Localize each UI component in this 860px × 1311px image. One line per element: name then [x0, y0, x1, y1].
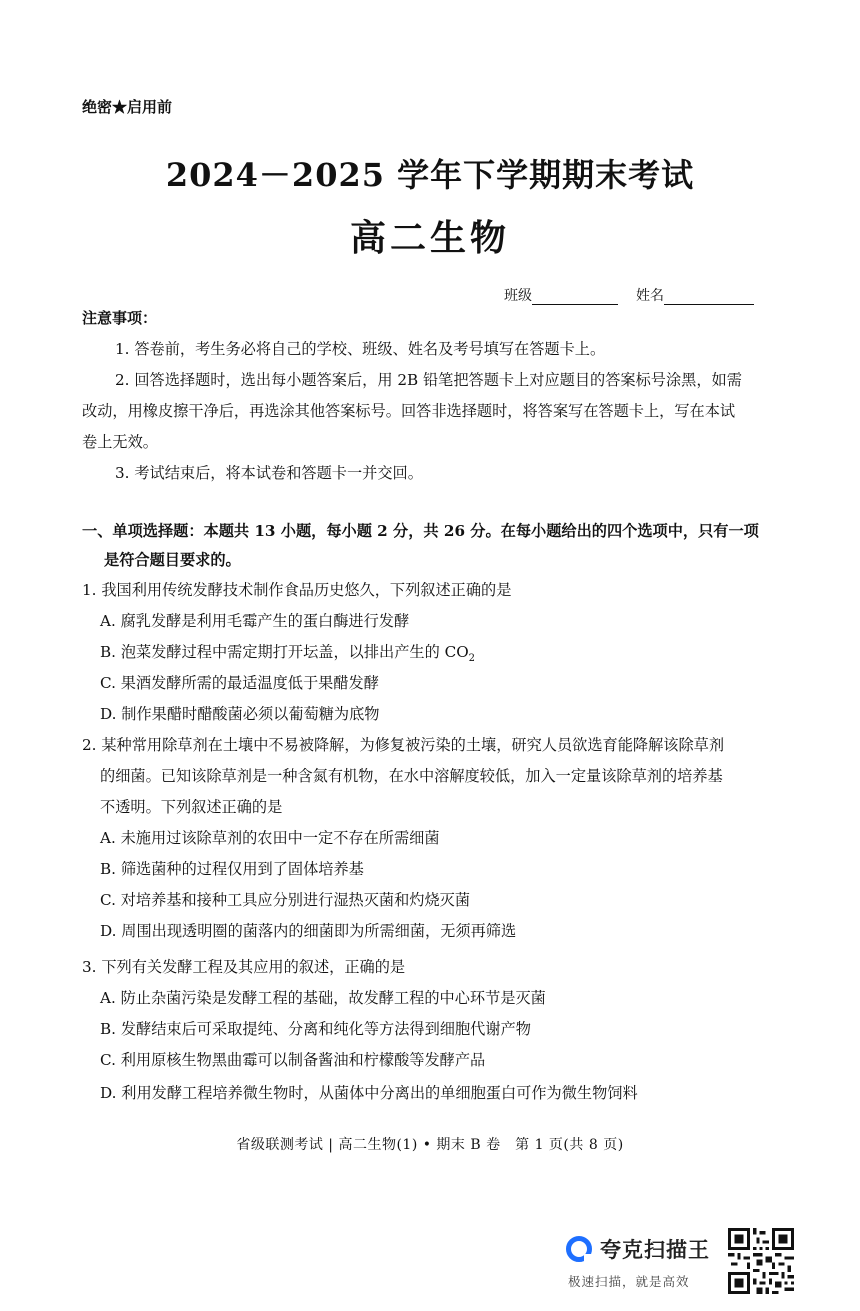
notice-heading: 注意事项：	[82, 309, 158, 327]
scanner-slogan: 极速扫描，就是高效	[568, 1274, 690, 1289]
exam-title: 2024－2025 学年下学期期末考试	[165, 156, 695, 194]
confidential-mark: 绝密★启用前	[82, 98, 173, 116]
scanner-brand-name: 夸克扫描王	[600, 1238, 710, 1262]
q2-option-c: C. 对培养基和接种工具应分别进行湿热灭菌和灼烧灭菌	[100, 891, 471, 909]
section-heading-line-1: 一、单项选择题：本题共 13 小题，每小题 2 分，共 26 分。在每小题给出的四个选项中，只有一项	[82, 522, 759, 540]
q1-option-b-subscript: 2	[468, 653, 476, 665]
class-label: 班级	[504, 288, 532, 304]
q3-option-d: D. 利用发酵工程培养微生物时，从菌体中分离出的单细胞蛋白可作为微生物饲料	[100, 1084, 638, 1102]
page-footer: 省级联测考试 | 高二生物(1) • 期末 B 卷 第 1 页(共 8 页)	[236, 1137, 624, 1153]
q3-option-a: A. 防止杂菌污染是发酵工程的基础，故发酵工程的中心环节是灭菌	[100, 989, 546, 1007]
q1-stem: 1. 我国利用传统发酵技术制作食品历史悠久，下列叙述正确的是	[82, 581, 512, 599]
q2-option-b: B. 筛选菌种的过程仅用到了固体培养基	[100, 860, 364, 878]
scanner-watermark	[566, 1232, 726, 1292]
notice-item-2-line-3: 卷上无效。	[82, 433, 158, 451]
q3-option-c: C. 利用原核生物黑曲霉可以制备酱油和柠檬酸等发酵产品	[100, 1051, 486, 1069]
notice-item-2-line-2: 改动，用橡皮擦干净后，再选涂其他答案标号。回答非选择题时，将答案写在答题卡上，写在本试	[82, 402, 736, 420]
name-label: 姓名	[636, 288, 664, 304]
q2-option-a: A. 未施用过该除草剂的农田中一定不存在所需细菌	[100, 829, 440, 847]
qr-code-icon	[728, 1228, 794, 1294]
notice-item-3: 3. 考试结束后，将本试卷和答题卡一并交回。	[115, 464, 423, 482]
q2-stem-line-1: 2. 某种常用除草剂在土壤中不易被降解，为修复被污染的土壤，研究人员欲选育能降解该除草剂	[82, 736, 725, 754]
name-blank	[664, 290, 754, 305]
student-info-fields	[504, 285, 754, 305]
q1-option-c: C. 果酒发酵所需的最适温度低于果醋发酵	[100, 674, 379, 692]
q3-stem: 3. 下列有关发酵工程及其应用的叙述，正确的是	[82, 958, 406, 976]
q3-option-b: B. 发酵结束后可采取提纯、分离和纯化等方法得到细胞代谢产物	[100, 1020, 531, 1038]
q2-stem-line-2: 的细菌。已知该除草剂是一种含氮有机物，在水中溶解度较低，加入一定量该除草剂的培养基	[100, 767, 723, 785]
notice-item-1: 1. 答卷前，考生务必将自己的学校、班级、姓名及考号填写在答题卡上。	[115, 340, 606, 358]
section-heading-line-2: 是符合题目要求的。	[104, 551, 241, 569]
q1-option-b-text: B. 泡菜发酵过程中需定期打开坛盖，以排出产生的 CO	[100, 643, 469, 661]
exam-subject: 高二生物	[349, 218, 510, 259]
quark-logo-icon	[566, 1236, 592, 1262]
q1-option-d: D. 制作果醋时醋酸菌必须以葡萄糖为底物	[100, 705, 380, 723]
q2-stem-line-3: 不透明。下列叙述正确的是	[100, 798, 283, 816]
q2-option-d: D. 周围出现透明圈的菌落内的细菌即为所需细菌，无须再筛选	[100, 922, 517, 940]
notice-item-2-line-1: 2. 回答选择题时，选出每小题答案后，用 2B 铅笔把答题卡上对应题目的答案标号涂黑，如需	[115, 371, 742, 389]
q1-option-a: A. 腐乳发酵是利用毛霉产生的蛋白酶进行发酵	[100, 612, 410, 630]
class-blank	[532, 290, 618, 305]
